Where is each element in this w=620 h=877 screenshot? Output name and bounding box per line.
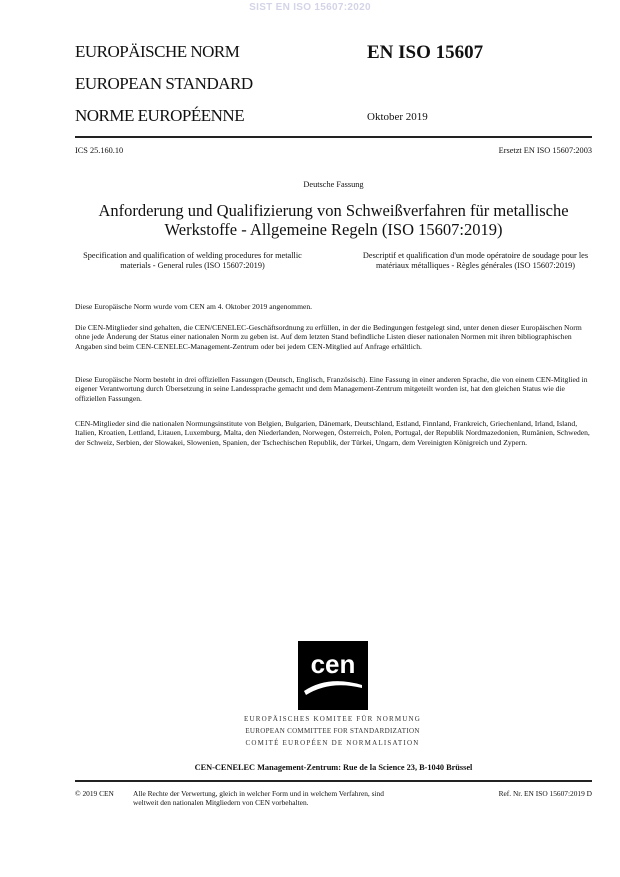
cen-name-de: EUROPÄISCHES KOMITEE FÜR NORMUNG xyxy=(243,715,422,723)
document-title-en: Specification and qualification of welding procedures for metallic materials - General rules (ISO 15607:2019) xyxy=(83,251,302,270)
copyright-notice: © 2019 CEN xyxy=(75,789,114,798)
replaces-note: Ersetzt EN ISO 15607:2003 xyxy=(498,146,592,155)
reference-number: Ref. Nr. EN ISO 15607:2019 D xyxy=(498,789,592,798)
document-title-fr: Descriptif et qualification d'un mode opératoire de soudage pour les matériaux métalliques - Règles générales (ISO 15607:2019) xyxy=(362,251,589,270)
document-stamp: SIST EN ISO 15607:2020 xyxy=(249,2,371,13)
document-title-de: Anforderung und Qualifizierung von Schweißverfahren für metallische Werkstoffe - Allgemeine Regeln (ISO 15607:2019) xyxy=(98,201,569,239)
cen-logo-text: cen xyxy=(310,649,356,679)
versions-paragraph: Diese Europäische Norm besteht in drei offiziellen Fassungen (Deutsch, Englisch, Französisch). Eine Fassung in einer anderen Sprache, die von einem CEN-Mitglied in eigener Verantwortung durch Übersetzung in seine Landessprache gemacht und dem Management-Zentrum mitgeteilt worden ist, hat den gleichen Status wie die offiziellen Fassungen. xyxy=(75,375,588,403)
header-divider xyxy=(75,136,592,138)
members-paragraph: CEN-Mitglieder sind die nationalen Normungsinstitute von Belgien, Bulgarien, Dänemark, Deutschland, Estland, Finnland, Frankreich, Griechenland, Irland, Island, Italien, Kroatien, Lettland, Litauen, Luxemburg, Malta, den Niederlanden, Norwegen, Österreich, Polen, Portugal, der Republik Nordmazedonien, Rumänien, Schweden, der Schweiz, Serbien, der Slowakei, Slowenien, Spanien, der Tschechischen Republik, der Türkei, Ungarn, dem Vereinigten Königreich und Zypern. xyxy=(75,419,590,447)
management-address: CEN-CENELEC Management-Zentrum: Rue de la Science 23, B-1040 Brüssel xyxy=(194,763,473,772)
norm-title-en: EUROPEAN STANDARD xyxy=(75,74,253,93)
norm-title-fr: NORME EUROPÉENNE xyxy=(75,106,245,125)
adoption-paragraph: Diese Europäische Norm wurde vom CEN am 4. Oktober 2019 angenommen. xyxy=(75,302,313,311)
cen-name-en: EUROPEAN COMMITTEE FOR STANDARDIZATION xyxy=(245,727,420,735)
rights-notice: Alle Rechte der Verwertung, gleich in welcher Form und in welchem Verfahren, sind weltweit den nationalen Mitgliedern von CEN vorbehalten. xyxy=(133,789,384,807)
publication-date: Oktober 2019 xyxy=(367,111,428,123)
cen-logo xyxy=(298,641,368,710)
version-label: Deutsche Fassung xyxy=(303,180,364,189)
cen-name-fr: COMITÉ EUROPÉEN DE NORMALISATION xyxy=(245,739,420,747)
footer-divider xyxy=(75,780,592,782)
ics-code: ICS 25.160.10 xyxy=(75,146,124,155)
cen-logo-icon xyxy=(298,641,368,710)
obligations-paragraph: Die CEN-Mitglieder sind gehalten, die CEN/CENELEC-Geschäftsordnung zu erfüllen, in der die Bedingungen festgelegt sind, unter denen dieser Europäischen Norm ohne jede Änderung der Status einer nationalen Norm zu geben ist. Auf dem letzten Stand befindliche Listen dieser nationalen Normen mit ihren bibliographischen Angaben sind beim CEN-CENELEC-Management-Zentrum oder bei jedem CEN-Mitglied auf Anfrage erhältlich. xyxy=(75,323,582,351)
norm-title-de: EUROPÄISCHE NORM xyxy=(75,42,240,61)
standard-number: EN ISO 15607 xyxy=(367,42,484,63)
